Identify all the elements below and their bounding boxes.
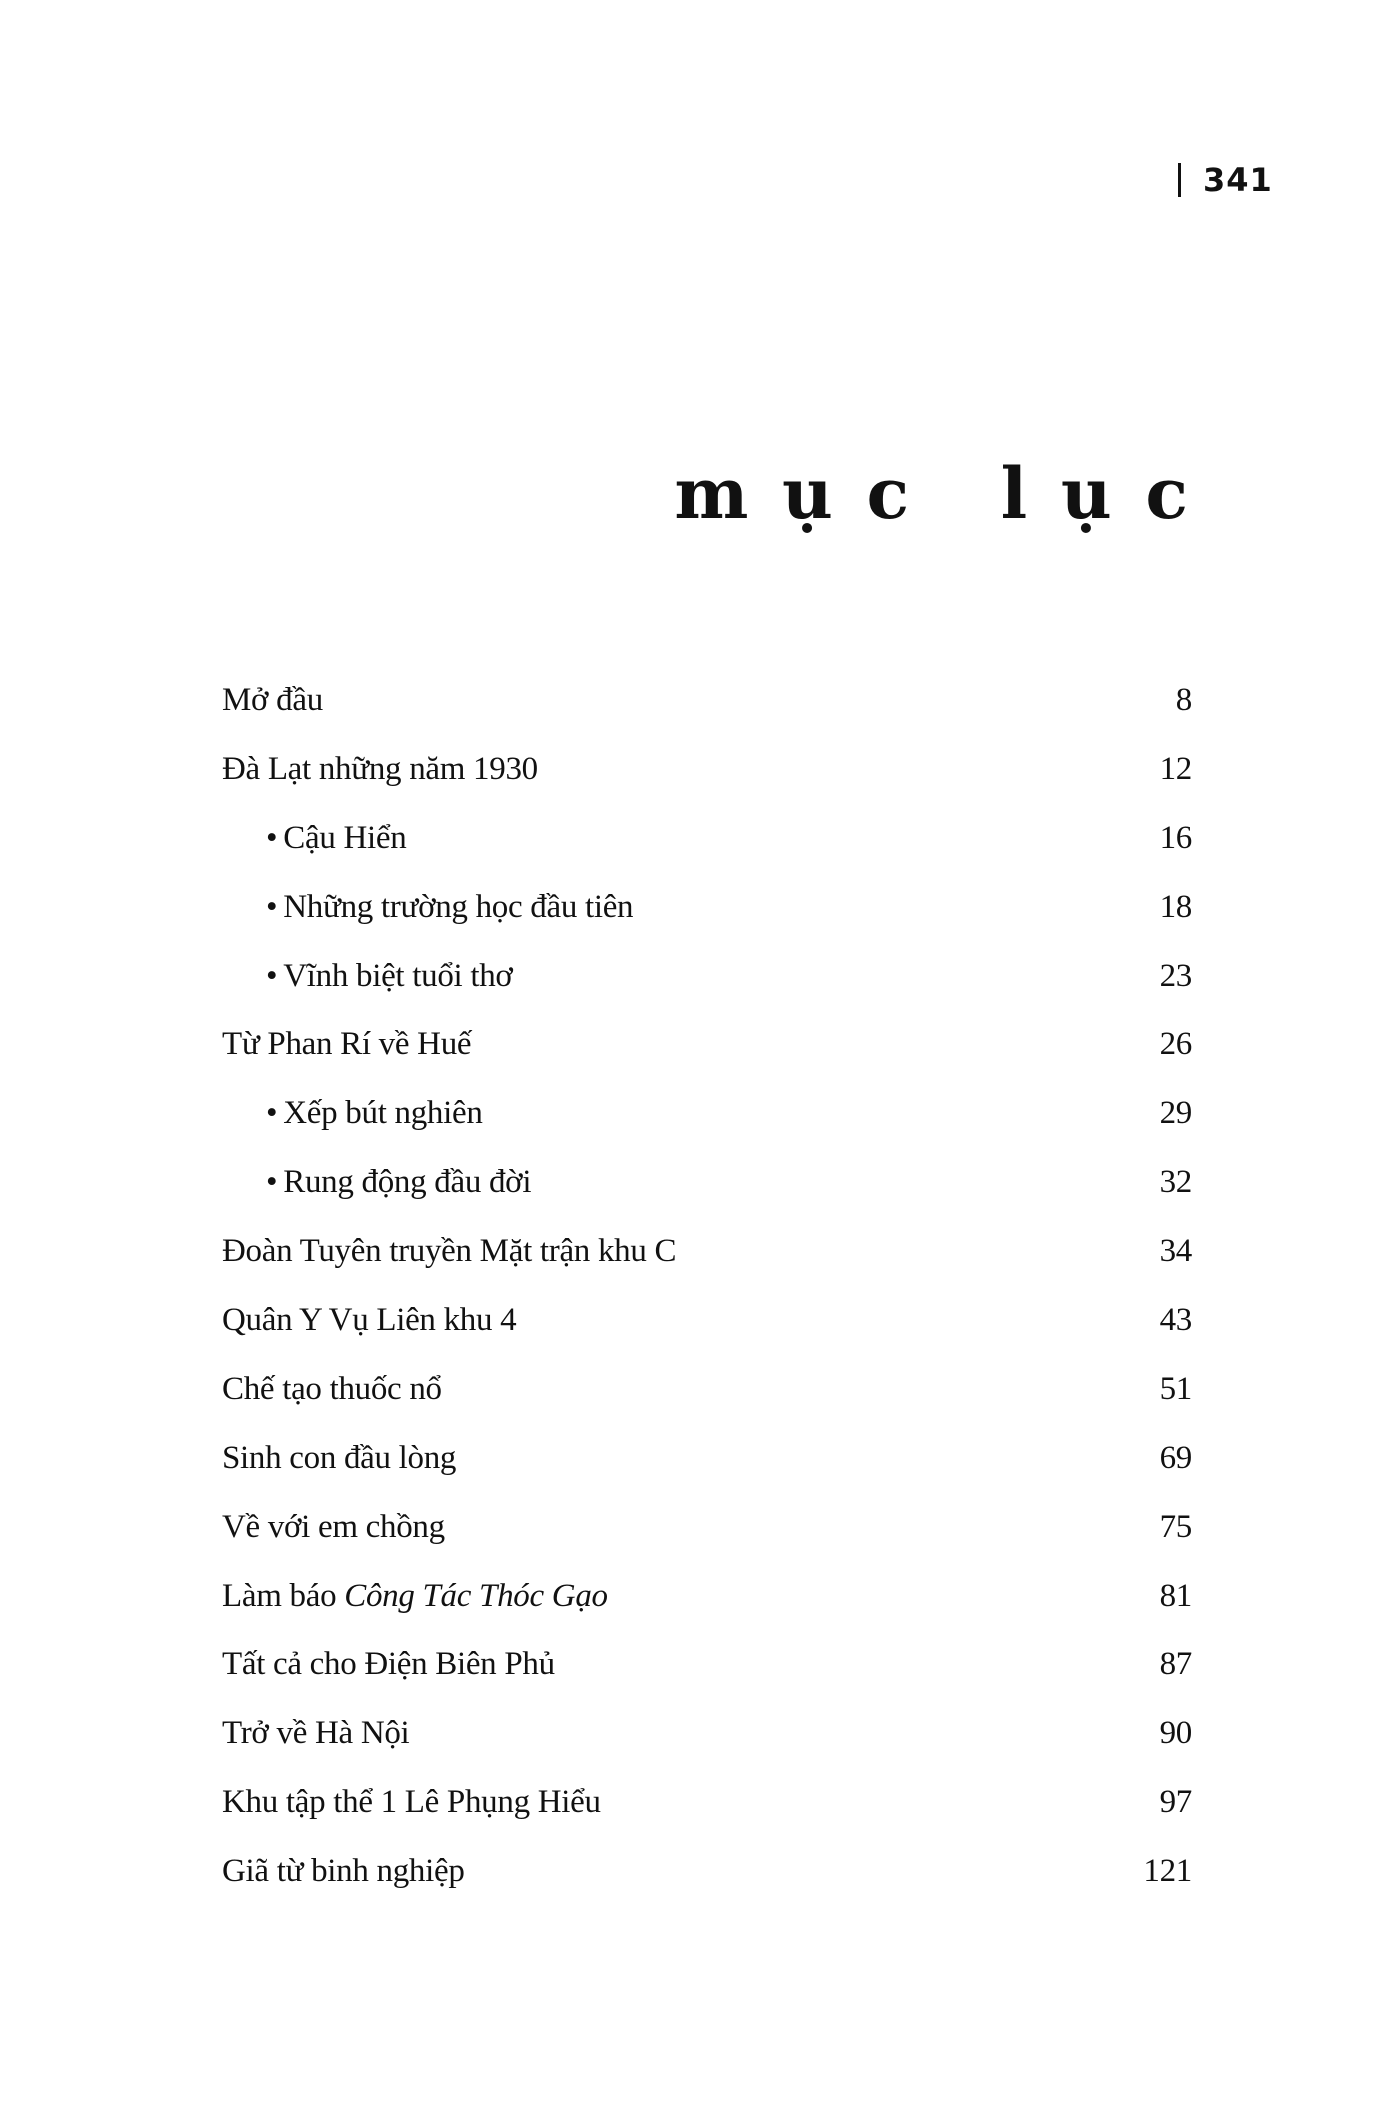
toc-entry-text: Tất cả cho Điện Biên Phủ xyxy=(222,1646,555,1683)
toc-entry-text: Chế tạo thuốc nổ xyxy=(222,1370,442,1407)
toc-entry-text: Đoàn Tuyên truyền Mặt trận khu C xyxy=(222,1233,677,1270)
toc-sub-entry xyxy=(222,810,1202,879)
toc-entry xyxy=(222,1016,1202,1085)
toc-entry-page: 121 xyxy=(1143,1853,1192,1890)
toc-entry-text: Giã từ binh nghiệp xyxy=(222,1853,465,1890)
toc-entry-title xyxy=(222,1026,471,1063)
toc-entry-page: 12 xyxy=(1159,750,1192,787)
header-divider xyxy=(1178,163,1181,197)
table-of-contents xyxy=(222,672,1202,1912)
toc-entry-page: 26 xyxy=(1159,1026,1192,1063)
toc-entry-page: 69 xyxy=(1159,1439,1192,1476)
toc-entry-title xyxy=(222,1509,445,1546)
toc-entry xyxy=(222,1223,1202,1292)
toc-entry-title xyxy=(222,751,538,788)
toc-entry xyxy=(222,1499,1202,1568)
toc-entry-title xyxy=(222,682,323,719)
toc-entry-page: 90 xyxy=(1159,1715,1192,1752)
toc-entry-italic-text: Công Tác Thóc Gạo xyxy=(344,1577,608,1614)
page-title: mục lục xyxy=(674,451,1222,535)
toc-entry-page: 34 xyxy=(1159,1233,1192,1270)
toc-entry-text: Những trường học đầu tiên xyxy=(283,888,634,925)
toc-entry-text: Trở về Hà Nội xyxy=(222,1715,410,1752)
toc-entry-text: Sinh con đầu lòng xyxy=(222,1439,457,1476)
toc-entry-title xyxy=(222,1371,442,1408)
toc-entry-title xyxy=(222,1853,465,1890)
toc-entry-page: 18 xyxy=(1159,888,1192,925)
toc-sub-entry xyxy=(222,879,1202,948)
bullet-icon: • xyxy=(266,888,278,925)
toc-entry-title xyxy=(222,1233,676,1270)
toc-entry xyxy=(222,1568,1202,1637)
toc-entry-title xyxy=(222,1578,608,1615)
toc-entry-text: Từ Phan Rí về Huế xyxy=(222,1026,472,1063)
toc-entry-text: Khu tập thể 1 Lê Phụng Hiểu xyxy=(222,1784,601,1821)
toc-entry-text: Vĩnh biệt tuổi thơ xyxy=(283,957,513,994)
toc-entry xyxy=(222,1774,1202,1843)
toc-entry-text: Xếp bút nghiên xyxy=(283,1095,483,1132)
bullet-icon: • xyxy=(266,819,278,856)
toc-entry-page: 51 xyxy=(1159,1370,1192,1407)
toc-entry-page: 97 xyxy=(1159,1784,1192,1821)
toc-entry-title xyxy=(222,1302,516,1339)
toc-entry-text: Cậu Hiển xyxy=(283,819,407,856)
toc-entry-text: Làm báo xyxy=(222,1577,337,1614)
toc-sub-entry xyxy=(222,1085,1202,1154)
toc-entry-page: 16 xyxy=(1159,819,1192,856)
toc-entry-page: 29 xyxy=(1159,1095,1192,1132)
bullet-icon: • xyxy=(266,957,278,994)
toc-entry-page: 23 xyxy=(1159,957,1192,994)
toc-entry-page: 43 xyxy=(1159,1302,1192,1339)
toc-entry xyxy=(222,1292,1202,1361)
toc-entry-title xyxy=(266,1164,531,1201)
toc-sub-entry xyxy=(222,948,1202,1017)
bullet-icon: • xyxy=(266,1164,278,1201)
toc-entry-page: 8 xyxy=(1175,682,1192,718)
toc-entry xyxy=(222,1843,1202,1912)
toc-entry-text: Về với em chồng xyxy=(222,1508,445,1545)
toc-entry-page: 81 xyxy=(1159,1577,1192,1614)
toc-entry-page: 75 xyxy=(1159,1508,1192,1545)
toc-entry-text: Đà Lạt những năm 1930 xyxy=(222,750,538,787)
toc-entry xyxy=(222,1636,1202,1705)
bullet-icon: • xyxy=(266,1095,278,1132)
toc-entry-page: 32 xyxy=(1159,1164,1192,1201)
toc-entry xyxy=(222,1705,1202,1774)
toc-entry-title xyxy=(222,1440,456,1477)
toc-entry-text: Rung động đầu đời xyxy=(283,1164,532,1201)
toc-entry xyxy=(222,1430,1202,1499)
toc-entry xyxy=(222,672,1202,741)
toc-entry-title xyxy=(222,1715,409,1752)
toc-entry-title xyxy=(266,889,633,926)
page-number: 341 xyxy=(1203,161,1273,199)
toc-entry-text: Mở đầu xyxy=(222,682,323,718)
toc-entry-text: Quân Y Vụ Liên khu 4 xyxy=(222,1302,517,1339)
toc-entry-page: 87 xyxy=(1159,1646,1192,1683)
toc-entry-title xyxy=(266,958,513,995)
page-header xyxy=(1178,160,1273,200)
toc-sub-entry xyxy=(222,1154,1202,1223)
toc-entry xyxy=(222,741,1202,810)
toc-entry xyxy=(222,1361,1202,1430)
toc-entry-title xyxy=(222,1784,601,1821)
toc-entry-title xyxy=(222,1646,555,1683)
toc-entry-title xyxy=(266,820,406,857)
toc-entry-title xyxy=(266,1095,483,1132)
